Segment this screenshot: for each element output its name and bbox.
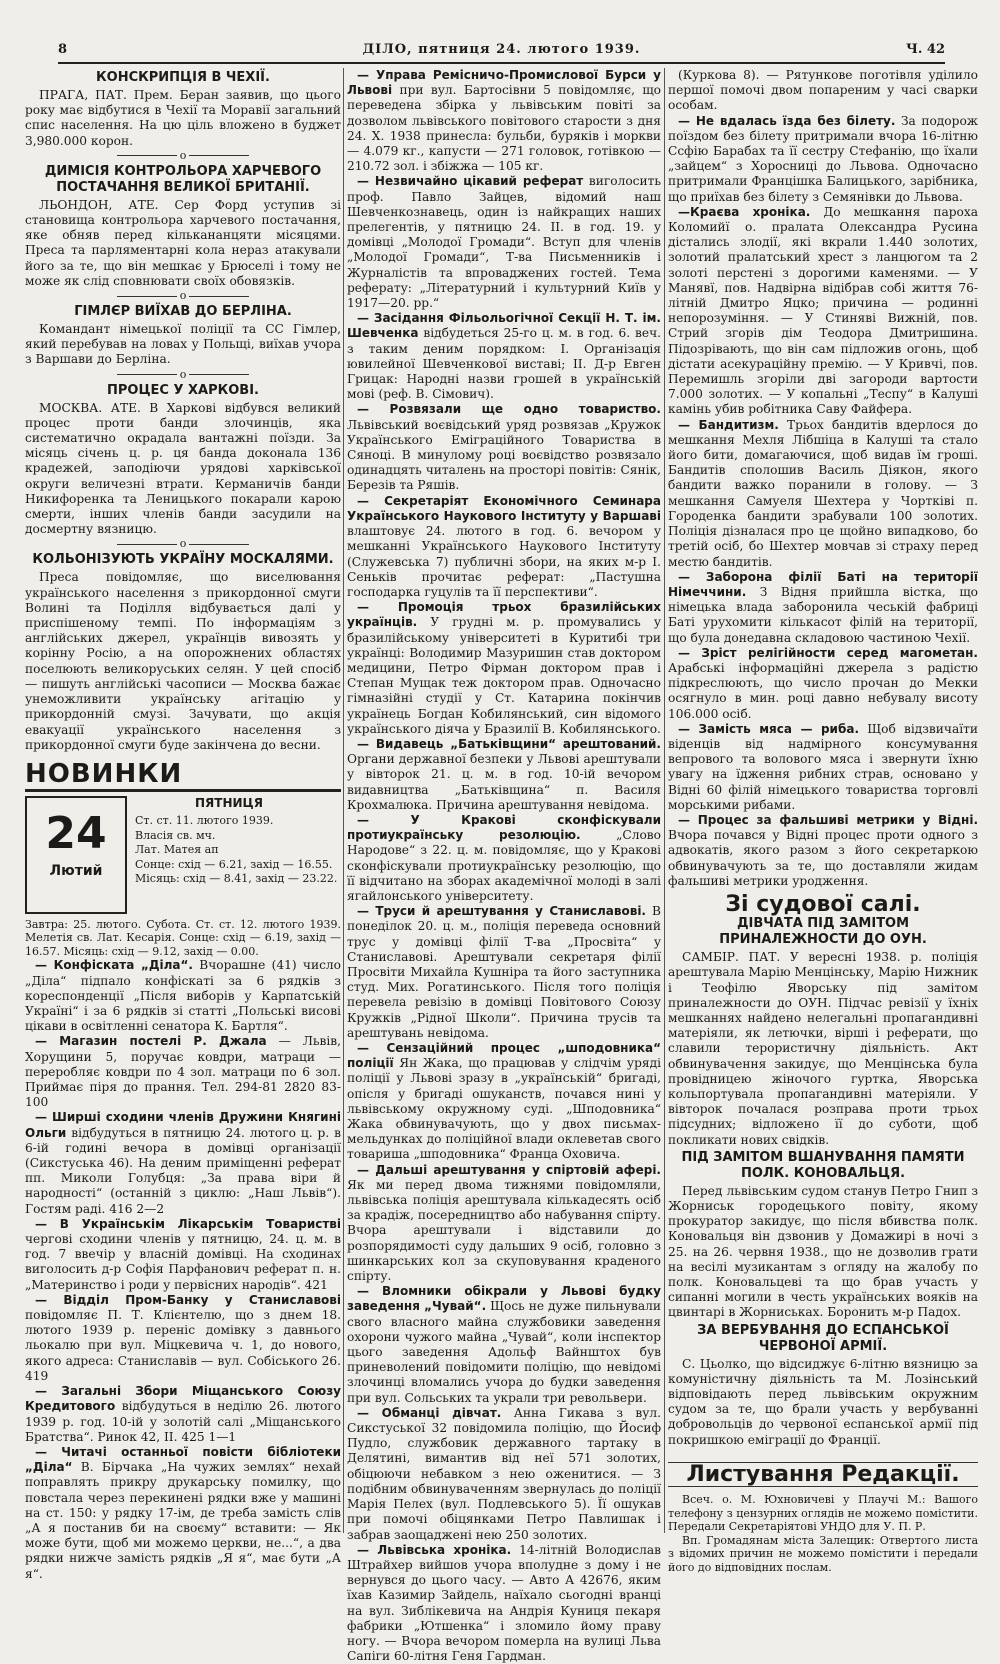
news-item-headline: — Бандитизм. <box>678 417 779 432</box>
separator: о <box>25 290 341 302</box>
newspaper-title: ДІЛО, пятниця 24. лютого 1939. <box>362 42 641 57</box>
column-1 <box>25 68 342 1581</box>
article-title: ПРОЦЕС У ХАРКОВІ. <box>107 382 259 398</box>
news-item-text: Вчора почався у Відні процес проти одного з адвокатів, якого разом з його секретаркою обвинувачують за те, що доставляли жидам фальшиві метрики уродження. <box>668 828 978 888</box>
news-item-headline: — В Українськім Лікарськім Товаристві <box>35 1216 341 1231</box>
news-item <box>347 494 661 600</box>
section-header-letters: Листування Редакції. <box>668 1462 978 1487</box>
separator: о <box>25 538 341 550</box>
article-text: Командант німецької поліції та СС Гімлер, який перебував на ловах у Польщі, виїхав учора з Варшави до Берліна. <box>25 322 341 367</box>
article-text: С. Цьолко, що відсиджує 6-літню вязницю за комуністичну діяльність та М. Лозінський відповідають перед львівським окружним судом за те, що брали участь у вербуванні добровольців до червоної еспанської армії під покришкою еміграції до Франції. <box>668 1356 978 1447</box>
news-item <box>347 904 661 1041</box>
news-item-text: Органи державної безпеки у Львові арештували у вівторок 21. ц. м. в год. 10-ій вечором видавництва „Батьківщина“ п. Василя Крохмалюка. Причина арештування невідома. <box>347 752 661 812</box>
news-item-headline: — У Кракові сконфіскували протиукраїнську резолюцію. <box>347 812 661 843</box>
news-item <box>347 737 661 813</box>
news-item <box>668 418 978 570</box>
news-items <box>668 68 978 889</box>
news-item-headline: — Управа Ремісничо-Промислової Бурси у Львові <box>347 68 661 98</box>
news-item-text: повідомляє П. Т. Клієнтелю, що з днем 18. лютого 1939 р. переніс домівку з давнього льокалю при вул. Міцкевича ч. 1, до нового, якого адреса: Станиславів — вул. Собіського 26. 419 <box>25 1308 341 1383</box>
news-item-text: У грудні м. р. промувались у бразилійському університеті в Куритибі три українці: Володимир Мазуришин став доктором медицини, Петро Фірман доктором прав і Степан Мущак теж доктором прав. Одночасно гімназійні студії у Ст. Катарина покінчив українець Богдан Кобилянський, син відомого українського діяча у Бразилії В. Кобилянського. <box>347 615 661 736</box>
news-item <box>25 1110 341 1216</box>
column-2 <box>347 68 662 1664</box>
news-item-headline: — Засідання Фільольогічної Секції Н. Т. ім. Шевченка <box>347 311 661 341</box>
news-item-headline: — Процес за фальшиві метрики у Відні. <box>678 812 978 827</box>
separator: о <box>25 369 341 381</box>
calendar-block <box>25 796 341 914</box>
calendar-info <box>135 796 341 914</box>
news-item <box>347 1041 661 1163</box>
article-text: МОСКВА. АТЕ. В Харкові відбувся великий процес проти банди злочинців, яка систематично окрадала вантажні поїзди. За місяць січень ц. р. ця банда доконала 136 крадежей, заподіючи урядові харківської округи величезні втрати. Керманичів банди Никифоренка та Леницького покарали карою смерти, інших членів банди засудили на досмертну вязницю. <box>25 400 341 537</box>
news-item <box>668 205 978 418</box>
news-item-headline: — Сензаційний процес „шподовника“ поліції <box>347 1041 661 1071</box>
news-item-headline: — Не вдалась їзда без білету. <box>678 113 896 128</box>
news-item-headline: — Ширші сходини членів Дружини Княгині Ольги <box>25 1110 341 1140</box>
masthead <box>58 40 945 64</box>
section-header-novinky: НОВИНКИ <box>25 759 341 792</box>
section-header-court: Зі судової салі. <box>725 891 921 917</box>
news-item-headline: — Відділ Пром-Банку у Станиславові <box>35 1292 341 1307</box>
news-item-headline: — Конфіската „Діла“. <box>35 958 193 973</box>
news-item-headline: — Замість мяса — риба. <box>678 721 860 736</box>
issue-number: Ч. 42 <box>905 42 945 57</box>
article-title: КОНСКРИПЦІЯ В ЧЕХІЇ. <box>96 70 270 85</box>
news-item <box>347 402 661 493</box>
news-item <box>347 1284 661 1406</box>
news-item <box>25 1445 341 1582</box>
calendar-weekday: ПЯТНИЦЯ <box>195 795 263 810</box>
page-number: 8 <box>58 42 68 57</box>
news-item-text: В. Бірчака „На чужих землях“ нехай поправлять прикру друкарську помилку, що повстала через перекинені рядки вже у машині на ст. 150: у рядку 17-ім, де треба замість слів „А я постанив би на своєму“ вставити: — Як може бути, щоб ми можемо церкви, не...“, а два рядки нижче замість рядків „Я я“, має бути „А я“. <box>25 1460 342 1581</box>
news-item <box>668 114 978 205</box>
news-item <box>347 813 661 904</box>
article-title: ПІД ЗАМІТОМ ВШАНУВАННЯ ПАМЯТИ ПОЛК. КОНОВАЛЬЦЯ. <box>681 1149 965 1181</box>
news-item-text: (Куркова 8). — Рятункове поготівля уділило першої помочі двом попареним у часі сварки особам. <box>668 68 978 113</box>
news-item-headline: — Обманці дівчат. <box>357 1405 502 1420</box>
news-item-headline: — Загальні Збори Міщанського Союзу Кредитового <box>25 1384 341 1414</box>
news-item-headline: — Зріст релігійности серед магометан. <box>678 645 978 660</box>
news-item-text: З Відня прийшла вістка, що німецька влада заборонила чеській фабриці Баті урухомити кількасот філій на території, що була донедавна складовою частиною Чехії. <box>668 584 978 645</box>
news-item-text: Як ми перед двома тижнями повідомляли, львівська поліція арештувала кількадесять осіб за крадіж, посередництво або набування спірту. Вчора арештували і відставили до розпорядимості суду дальших 9 осіб, головно з шинкарських кол за скуповування краденого спірту. <box>347 1177 661 1284</box>
news-item <box>347 68 661 174</box>
news-item <box>347 174 661 311</box>
news-item <box>668 813 978 889</box>
news-item-text: Трьох бандитів вдерлося до мешкання Мехля Лібшіца в Калуші та стало його бити, домагаючися, щоб видав їм гроші. Бандитів сполошив Василь Діякон, якого бандити важко поранили в голову. — З мешкання Самуеля Шехтера у Чортківі п. Городенка бандити зрабували 100 золотих. Поліція дізналася про це щойно випадково, бо третій осіб, бо Шехтер мовчав зі страху перед местю бандитів. <box>668 417 979 569</box>
news-item-headline: — Вломники обікрали у Львові будку заведення „Чувай“. <box>347 1284 661 1314</box>
news-item <box>347 1406 661 1543</box>
news-item-headline: — Розвязали ще одно товариство. <box>357 402 661 417</box>
news-item <box>347 1543 661 1664</box>
news-item-text: 14-літній Володислав Штрайхер вийшов учора вполудне з дому і не вернувся до цього часу. — Авто А 42676, яким їхав Казимир Зайдель, наїхало сьогодні вранці на вул. Зиблікевича на Андрія Куниця пекаря фабрики „Ютшенка“ і зломило йому праву ногу. — Вчора вечором померла на вулиці Льва Сапіги 60-літня Геня Гардман. <box>347 1542 662 1664</box>
news-item <box>347 311 661 402</box>
news-item-text: чергові сходини членів у пятницю, 24. ц. м. в год. 7 ввечір у власній домівці. На сходинах виголосить д-р Софія Парфанович реферат п. н. „Материнство і роди у первісних народів“. 421 <box>25 1232 341 1292</box>
news-item <box>25 1034 341 1110</box>
calendar-line: Місяць: схід — 8.41, захід — 23.22. <box>135 872 338 886</box>
news-item <box>25 958 341 1034</box>
news-item-text: Щось не дуже пильнували свого власного майна службовики заведення охорони чужого майна „Чувай“, коли інспектор цього заведення Адольф Вайнштох був приневолений повідомити поліцію, що невідомі злочинці вломались учора до будки заведення при вул. Сольських та украли три револьвери. <box>347 1299 661 1405</box>
news-item-text: Анна Гикава з вул. Сикстуської 32 повідомила поліцію, що Йосиф Пудло, службовик державного тартаку в Делятині, вимантив від неї 571 золотих, обіцюючи небавком з нею оженитися. — З подібним обвинуваченням звернулась до поліції Марія Пелех (вул. Подлевського 5). Її ошукав при помочі обіцянками Петро Павлишак і забрав заощаджені нею 250 золотих. <box>347 1405 661 1542</box>
calendar-line: Власія св. мч. <box>135 828 216 842</box>
column-rule <box>343 68 344 1533</box>
news-item-text: виголосить проф. Павло Зайцев, відомий наш Шевченкознавець, один із найкращих наших прелегентів, у пятницю 24. II. в год. 19. у домівці „Молодої Громади“. Вступ для членів „Молодої Громади“, Т-ва Письменників і Журналістів та впроваджених гостей. Тема реферату: „Літературний і культурний Київ у 1917—20. рр.“ <box>347 174 662 311</box>
news-items <box>347 68 661 1664</box>
calendar-box <box>25 796 127 914</box>
news-item <box>668 646 978 722</box>
news-item-headline: — Промоція трьох бразилійських українців. <box>347 600 661 630</box>
news-item-headline: — Читачі останньої повісти бібліотеки „Діла“ <box>25 1444 341 1475</box>
calendar-line: Лат. Матея ап <box>135 843 219 857</box>
article-title: ДІВЧАТА ПІД ЗАМІТОМ ПРИНАЛЕЖНОСТИ ДО ОУН. <box>719 916 927 948</box>
tomorrow-info: Завтра: 25. лютого. Субота. Ст. ст. 12. лютого 1939. Мелетія св. Лат. Кесарія. Сонце: схід — 6.19, захід — 16.57. Місяць: схід — 9.12, захід — 0.00. <box>25 917 341 958</box>
news-item-headline: — Незвичайно цікавий реферат <box>357 174 584 189</box>
news-item-headline: — Видавець „Батьківщини“ арештований. <box>357 736 661 751</box>
news-item <box>347 600 661 737</box>
separator: о <box>25 150 341 162</box>
news-item-headline: — Львівська хроніка. <box>357 1542 512 1557</box>
calendar-day: 24 <box>45 807 107 859</box>
column-3 <box>668 68 979 1574</box>
article-text: САМБІР. ПАТ. У вересні 1938. р. поліція арештувала Марію Менцінську, Марію Нижник і Теофілю Яворську під замітом приналежности до ОУН. Підчас ревізії у їхніх мешканнях найдено нелегальні пропагандивні матеріяли, як летючки, вірші і реферати, що славили терористичну діяльність. Акт обвинувачення закидує, що Менцінська була провідницею жіночого гуртка, Яворська кольпортувала пропагандивні матеріяли. У вівторок почалася розправа проти трьох підсудних; відложено її до суботи, щоб покликати нових свідків. <box>668 950 978 1147</box>
news-item-headline: — Заборона філії Баті на території Німеччини. <box>668 569 978 599</box>
news-item <box>347 1163 661 1285</box>
news-item-text: — Львів, Хорущини 5, поручає ковдри, матраци — переробляє ковдри по 4 зол. матраци по 6 зол. Приймає піря до прання. Тел. 294-81 2820 83-100 <box>25 1034 341 1110</box>
article-title: ДИМІСІЯ КОНТРОЛЬОРА ХАРЧЕВОГО ПОСТАЧАННЯ ВЕЛИКОЇ БРИТАНІЇ. <box>44 163 322 195</box>
news-item-text: Арабські інформаційні джерела з радістю підкреслюють, що число прочан до Мекки осягнуло в мин. році давно небувалу висоту 106.000 осіб. <box>668 660 978 721</box>
calendar-line: Сонце: схід — 6.21, захід — 16.55. <box>135 857 333 871</box>
news-item-text: при вул. Бартосівни 5 повідомляє, що переведена збірка у львівським повіті за дозволом львівського повітового старости з дня 24. X. 1938 принесла: бульби, буряків і моркви — 4.079 кг., капусти — 271 головок, готівкою — 210.72 зол. і збіжжа — 105 кг. <box>347 83 661 174</box>
news-item-text: Щоб відзвичаїти віденців від надмірного консумування вепрового та волового мяса і звернути їхню увагу на їдження рибних страв, основано у Відні 60 філій німецького товариства торговлі морськими рибами. <box>668 721 979 812</box>
article-text: ЛЬОНДОН, АТЕ. Сер Форд уступив зі становища контрольора харчевого постачання, яке обняв перед кількананцяти місяцями. Преса та парляментарні кола нераз атакували його за те, що він мешкає у Брюселі і тому не може як слід сповнювати своїх обовязків. <box>25 197 341 288</box>
article-title: КОЛЬОНІЗУЮТЬ УКРАЇНУ МОСКАЛЯМИ. <box>32 552 334 568</box>
article-text: Перед львівським судом станув Петро Гнип з Жорниськ городецького повіту, якому прокуратор закидує, що після вбивства полк. Коновальця він дзвонив у Домажирі в ночі з 25. на 26. червня 1938., що не дозволив грати на весілі музикантам з огляду на жалобу по полк. Коновальцеві та що брав участь у сипанні могили в честь українських вояків на цвинтарі в Жорниськах. Боронить м-р Падох. <box>668 1183 978 1320</box>
news-items <box>25 958 341 1581</box>
column-rule <box>664 68 665 1533</box>
article-text: ПРАГА, ПАТ. Прем. Беран заявив, що цього року має відбутися в Чехії та Моравії загальний спис населення. На цю ціль вложено в буджет 3,980.000 корон. <box>25 88 341 148</box>
news-item <box>25 1293 341 1384</box>
news-item <box>668 722 978 813</box>
calendar-month: Лютий <box>49 862 103 879</box>
news-item-headline: — Магазин постелі Р. Джала <box>35 1034 267 1049</box>
news-item-text: До мешкання пароха Коломийї о. пралата Олександра Русина дістались злодії, які вкрали 1.440 золотих, золотий пралатський хрест з ланцюгом та 2 золоті перстені з дорогими каменями. — У Манявї, пов. Надвірна відібрав собі життя 76-літній Дмитро Яцко; причина — родинні непорозуміння. — У Стиняві Вижній, пов. Стрий згорів дім Теодора Дмитришина. Підозрівають, що він сам підложив огонь, щоб дістати асекураційну премію. — У Кривчі, пов. Перемишль згоріли дві загороди вартости 7.000 золотих. — У копальні „Теспу“ в Калуші камінь убив робітника Саву Файфера. <box>668 204 978 417</box>
news-item-text: „Слово Народове“ з 22. ц. м. повідомляє, що у Кракові сконфіскували протиукраїнську резолюцію, що її відчитано на зборах академічної молоді в залі ягайлонського університету. <box>347 828 662 903</box>
article-title: ЗА ВЕРБУВАННЯ ДО ЕСПАНСЬКОЇ ЧЕРВОНОЇ АРМІЇ. <box>697 1322 949 1354</box>
news-item-text: В понеділок 20. ц. м., поліція переведа основний трус у домівці філії Т-ва „Просвіта“ у Станиславові. Арештували секретаря філії Просвіти Михайла Кушніра та його заступника студ. Мих. Рогатинського. Після того поліція перевела ревізію в домівці Повітового Союзу Кружків „Рідної Школи“. Причина трусів та арештувань невідома. <box>347 904 661 1040</box>
news-item <box>25 1384 341 1445</box>
article-title: ГІМЛЄР ВИЇХАВ ДО БЕРЛІНА. <box>74 304 292 320</box>
article-text: Преса повідомляє, що виселювання українського населення з прикордонної смуги Волині та Поділля відбувається далі у приспішеному темпі. По інформаціям з англійських джерел, українців вивозять у корінну Росію, а на опорожнених областях поселюють великоруських селян. У цей спосіб — пишуть англійські часописи — Москва бажає унеможливити українську агітацію у прикордонній смузі. Зачувати, що акція евакуації українського населення з прикордонної смуги буде закінчена до весни. <box>25 570 341 752</box>
news-item-text: Львівський воєвідський уряд розвязав „Кружок Українського Еміграційного Товариства в Сяноці. В минулому році воєвідство розвязало одинадцять читалень на просторі повітів: Сянік, Березів та Ряшів. <box>347 417 661 493</box>
news-item-text: відбудеться 25-го ц. м. в год. 6. веч. з таким деним порядком: І. Організація ювилейної Шевченкової виставі; II. Д-р Евген Грицак: Народні назви грошей в українській мові (реф. В. Сімович). <box>347 326 662 402</box>
news-item-headline: —Краєва хроніка. <box>678 204 811 219</box>
letter-note: Всеч. о. М. Юхновичеві у Плаучі М.: Вашого телефону з цензурних оглядів не можемо помістити. Передали Секретаріятові УНДО для У. П. Р. <box>668 1493 978 1534</box>
news-item <box>25 1217 341 1293</box>
letter-note: Вп. Громадянам міста Залещик: Отвертого листа з відомих причин не можемо помістити і передали його до відповідних послам. <box>668 1533 978 1574</box>
calendar-line: Ст. ст. 11. лютого 1939. <box>135 814 274 828</box>
news-item-headline: — Секретаріят Економічного Семинара Українського Наукового Інституту у Варшаві <box>347 493 661 523</box>
news-item-text: влаштовує 24. лютого в год. 6. вечором у мешканні Українського Наукового Інституту (Служевська 7) публичні збори, на яких м-р І. Сеньків прочитає реферат: „Пастушна господарка гуцулів та її перспективи“. <box>347 524 661 599</box>
news-item-headline: — Труси й арештування у Станиславові. <box>357 904 646 919</box>
news-item <box>668 570 978 646</box>
news-item-headline: — Дальші арештування у спіртовій афері. <box>357 1162 661 1177</box>
news-item-text: Вчорашне (41) число „Діла“ підпало конфіскаті за 6 рядків з кореспонденції „Після виборів у Карпатській Україні“ і за 6 рядків зі статті „Польські висові цікави в освітленні сенатора К. Бартля“. <box>25 958 341 1034</box>
news-item <box>668 68 978 114</box>
news-item-text: Ян Жака, що працював у слідчім уряді поліції у Львові зразу в „українській“ бригаді, опісля у бригаді ошуканств, почався нині у львівському окружному суді. „Шподовника“ Жака обвинувачують, що у двох письмах-мельдунках до поліційної влади оклеветав свого товариша „шподовника“ Франца Оховича. <box>347 1056 661 1162</box>
news-item-text: відбудуться в неділю 26. лютого 1939 р. год. 10-ій у золотій салі „Міщанського Братства“. Ринок 42, II. 425 1—1 <box>25 1399 342 1444</box>
news-item-text: відбудуться в пятницю 24. лютого ц. р. в 6-ій годині вечора в домівці організації (Сикстуська 46). На деним приміщенні реферат пп. Миколи Голубця: „За права віри й народності“ (останній з циклю: „Наш Львів“). Гостям раді. 416 2—2 <box>25 1125 341 1216</box>
news-item-text: За подорож поїздом без білету притримали вчора 16-літню Ссфію Барабах та її сестру Стефанію, що їхали „зайцем“ з Хоросниці до Львова. Одночасно притримали Францішка Балицького, зарібника, що приїхав без білету з Семянівки до Львова. <box>668 113 978 204</box>
